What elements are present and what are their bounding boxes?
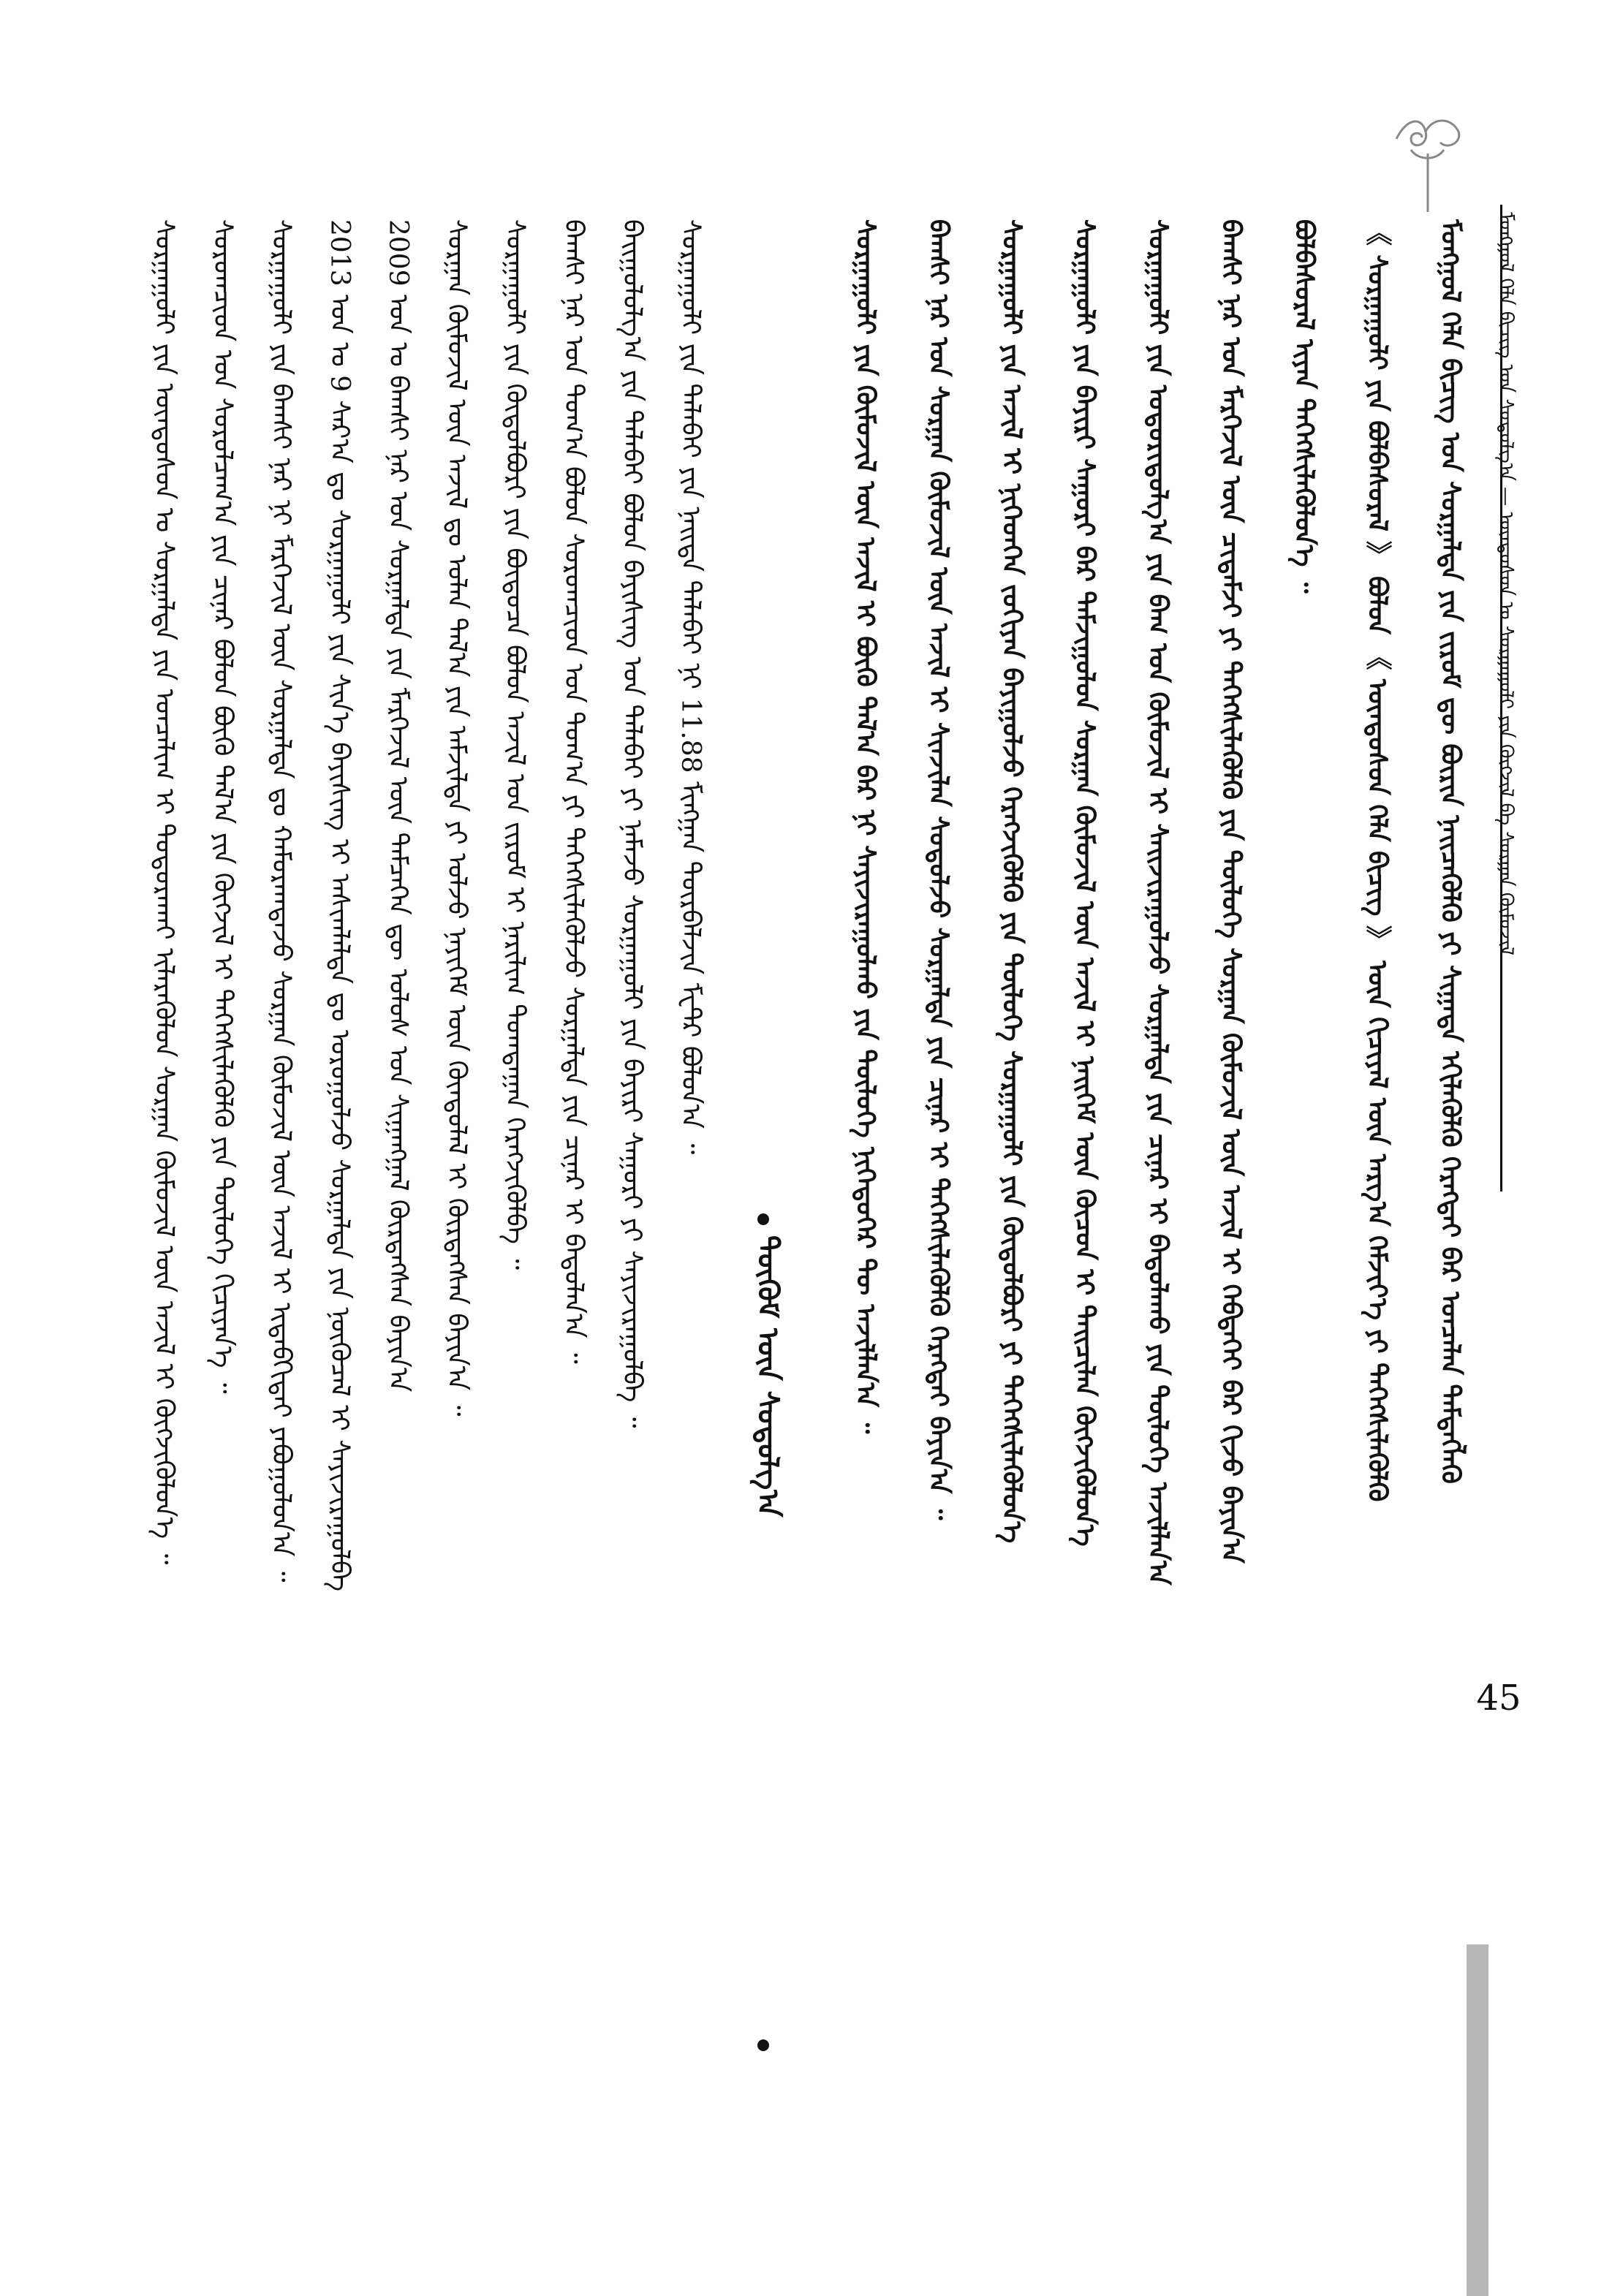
lower-column-1: ᠰᠤᠷᠭᠠᠭᠤᠯᠢ ᠶᠢᠨ ᠲᠠᠯᠠᠪᠠᠢ ᠶᠢᠨ ᠨᠡᠢᠲᠡ ᠲᠠᠯᠠᠪᠠᠢ ᠨᠢ 11.88 ᠮᠢᠩᠭᠠᠨ ᠳᠥᠷᠪᠡᠯᠵᠢᠨ ᠮᠧᠲ᠋ᠷ ᠪᠣᠯᠤᠨ᠎ᠠ ᠃: [676, 219, 705, 1155]
section-bullet-top: [757, 1213, 769, 1225]
upper-column-9: ᠰᠤᠷᠭᠠᠭᠤᠯᠢ ᠶᠢᠨ ᠬᠦᠮᠦᠵᠢᠯ ᠦᠨ ᠠᠵᠢᠯ ᠢ ᠪᠦᠬᠦ ᠲᠠᠯ᠎ᠠ ᠪᠠᠷ ᠨᠢ ᠰᠠᠶᠢᠵᠢᠷᠠᠭᠤᠯᠬᠤ ᠶᠢᠨ ᠲᠥᠯᠦᠭᠡ ᠨᠢᠭᠡᠳᠦᠭᠡᠷ ᠲᠦ ᠠᠵᠢᠯᠯᠠᠨ᠎ᠠ ᠃: [850, 219, 881, 1434]
lower-column-9: ᠰᠤᠷᠤᠭᠴᠢᠳ ᠤᠨ ᠰᠤᠷᠤᠯᠴᠠᠭ᠎ᠠ ᠶᠢᠨ ᠴᠢᠨᠠᠷ ᠪᠣᠯᠤᠨ ᠪᠦᠬᠦ ᠲᠠᠯ᠎ᠠ ᠶᠢᠨ ᠬᠥᠭᠵᠢᠯ ᠢ ᠳᠡᠭᠡᠭᠰᠢᠯᠡᠭᠦᠯᠬᠦ ᠶᠢᠨ ᠲᠥᠯᠦᠭᠡ ᠬᠢᠴᠢᠶᠡᠨ᠎ᠡ ᠃: [208, 219, 238, 1394]
running-header: ᠮᠣᠩᠭᠣᠯ ᠬᠡᠯᠡ ᠪᠢᠴᠢᠭ ᠤᠨ ᠰᠤᠳᠤᠯᠭ᠎ᠠ — ᠦᠨᠳᠦᠰᠦᠨ ᠤ ᠰᠤᠷᠭᠠᠭᠤᠯᠢ ᠶᠢᠨ ᠬᠥᠭᠵᠢᠯ ᠪᠠ ᠰᠤᠷᠭᠠᠨ ᠬᠦᠮᠦᠵᠢᠯ: [1495, 212, 1517, 955]
lower-column-2: ᠪᠠᠢᠭᠤᠯᠤᠯᠭ᠎ᠠ ᠶᠢᠨ ᠲᠠᠯᠠᠪᠠᠢ ᠪᠣᠯᠤᠨ ᠪᠠᠶᠢᠰᠢᠩ ᠤᠨ ᠲᠠᠯᠠᠪᠠᠢ ᠶᠢ ᠨᠡᠮᠡᠵᠦ ᠰᠤᠷᠭᠠᠭᠤᠯᠢ ᠶᠢᠨ ᠪᠠᠶᠢᠷᠢ ᠰᠠᠭᠤᠷᠢ ᠶᠢ ᠰᠠᠶᠢᠵᠢᠷᠠᠭᠤᠯᠪᠠ ᠃: [617, 219, 647, 1428]
page-number: 45: [1476, 1678, 1521, 1719]
lower-column-8: ᠰᠤᠷᠭᠠᠭᠤᠯᠢ ᠶᠢᠨ ᠪᠠᠭᠰᠢ ᠨᠠᠷ ᠨᠢ ᠮᠡᠷᠭᠡᠵᠢᠯ ᠦᠨ ᠰᠤᠷᠭᠠᠯᠲᠠ ᠳᠤ ᠬᠠᠮᠤᠷᠠᠭᠳᠠᠵᠤ ᠰᠤᠷᠭᠠᠨ ᠬᠦᠮᠦᠵᠢᠯ ᠦᠨ ᠠᠵᠢᠯ ᠢ ᠢᠳᠡᠪᠬᠢᠲᠡᠢ ᠶᠠᠪᠤᠭᠤᠯᠤᠨ᠎ᠠ ᠃: [266, 219, 296, 1583]
upper-column-1: ᠮᠣᠩᠭᠣᠯ ᠬᠡᠯᠡ ᠪᠢᠴᠢᠭ ᠤᠨ ᠰᠤᠷᠭᠠᠯᠲᠠ ᠶᠢᠨ ᠵᠢᠷᠤᠮ ᠳᠦ ᠪᠦᠷᠢᠨ ᠨᠡᠢᠴᠡᠭᠦᠯᠬᠦ ᠶᠢ ᠰᠢᠭᠠᠳᠠ ᠡᠬᠢᠯᠡᠭᠦᠯᠬᠦ ᠬᠡᠷᠡᠭᠲᠡᠢ ᠪᠡᠷ ᠣᠨᠴᠠᠯᠠᠨ ᠲᠡᠮᠳᠡᠭᠯᠡᠬᠦ: [1435, 219, 1466, 1484]
lower-column-5: ᠰᠤᠷᠭᠠᠨ ᠬᠦᠮᠦᠵᠢᠯ ᠦᠨ ᠠᠵᠢᠯ ᠳᠤ ᠣᠯᠠᠨ ᠲᠠᠯ᠎ᠠ ᠶᠢᠨ ᠠᠮᠵᠢᠯᠲᠠ ᠶᠢ ᠣᠯᠵᠤ ᠨᠡᠶᠢᠭᠡᠮ ᠦᠨ ᠬᠦᠨᠳᠦᠯᠡᠯ ᠢ ᠬᠦᠷᠲᠡᠭᠰᠡᠨ ᠪᠠᠶᠢᠨ᠎ᠠ ᠃: [442, 219, 472, 1417]
page-edge-tab: [1467, 1944, 1488, 2296]
upper-column-8: ᠪᠠᠭᠰᠢ ᠨᠠᠷ ᠤᠨ ᠰᠤᠷᠭᠠᠨ ᠬᠦᠮᠦᠵᠢᠯ ᠦᠨ ᠠᠵᠢᠯ ᠢ ᠰᠢᠨᠵᠢᠯᠡᠨ ᠰᠤᠳᠤᠯᠵᠤ ᠰᠤᠷᠭᠠᠯᠲᠠ ᠶᠢᠨ ᠴᠢᠨᠠᠷ ᠢ ᠳᠡᠭᠡᠭᠰᠢᠯᠡᠭᠦᠯᠬᠦ ᠬᠡᠷᠡᠭᠲᠡᠢ ᠪᠠᠶᠢᠨ᠎ᠠ ᠃: [923, 219, 954, 1520]
lower-column-6: 2009 ᠣᠨ ᠤ ᠪᠠᠭᠰᠢ ᠨᠠᠷ ᠤᠨ ᠰᠤᠷᠭᠠᠯᠲᠠ ᠶᠢᠨ ᠮᠡᠷᠭᠡᠵᠢᠯ ᠦᠨ ᠲᠡᠮᠴᠡᠭᠡᠨ ᠳᠦ ᠤᠯᠤᠰ ᠤᠨ ᠰᠢᠭᠠᠩᠭᠠᠯ ᠬᠦᠷᠲᠡᠭᠰᠡᠨ ᠪᠠᠶᠢᠨ᠎ᠠ: [383, 219, 413, 1393]
lower-column-7: 2013 ᠣᠨ ᠤ 9 ᠰᠠᠷ᠎ᠠ ᠳᠤ ᠰᠤᠷᠭᠠᠭᠤᠯᠢ ᠶᠢᠨ ᠰᠢᠨ᠎ᠡ ᠪᠠᠶᠢᠰᠢᠩ ᠢ ᠠᠰᠢᠭᠯᠠᠯᠲᠠ ᠳᠤ ᠣᠷᠤᠭᠤᠯᠵᠤ ᠰᠤᠷᠭᠠᠯᠲᠠ ᠶᠢᠨ ᠨᠥᠬᠦᠴᠡᠯ ᠢ ᠰᠠᠶᠢᠵᠢᠷᠠᠭᠤᠯᠪᠠ: [325, 219, 355, 1592]
lower-column-10: ᠰᠤᠷᠭᠠᠭᠤᠯᠢ ᠶᠢᠨ ᠦᠨᠳᠦᠰᠦᠨ ᠤ ᠰᠤᠷᠭᠠᠯᠲᠠ ᠶᠢᠨ ᠣᠨᠴᠠᠯᠢᠭ ᠢ ᠲᠣᠳᠤᠷᠠᠬᠠᠶ ᠢᠯᠡᠷᠡᠭᠦᠯᠦᠨ ᠰᠤᠷᠭᠠᠨ ᠬᠦᠮᠦᠵᠢᠯ ᠦᠨ ᠠᠵᠢᠯ ᠢ ᠬᠥᠭᠵᠢᠭᠦᠯᠦᠨ᠎ᠡ ᠃: [149, 219, 179, 1565]
section-bullet-bottom: [757, 2039, 769, 2051]
upper-column-2: 《 ᠰᠤᠷᠭᠠᠭᠤᠯᠢ ᠶᠢᠨ ᠪᠣᠯᠪᠠᠰᠤᠷᠠᠯ 》 ᠪᠣᠯᠤᠨ 《 ᠦᠨᠳᠦᠰᠦᠨ ᠬᠡᠯᠡ ᠪᠢᠴᠢᠭ 》 ᠦᠨ ᠬᠢᠴᠢᠶᠡᠯ ᠦᠨ ᠠᠷᠭ᠎ᠠ ᠬᠡᠮᠵᠢᠶ᠎ᠡ ᠶᠢ ᠳᠡᠭᠡᠭᠰᠢᠯᠡᠭᠦᠯᠬᠦ: [1362, 219, 1393, 1502]
upper-column-7: ᠰᠤᠷᠭᠠᠭᠤᠯᠢ ᠶᠢᠨ ᠠᠵᠢᠯ ᠢ ᠨᠢᠭᠡᠳᠬᠡᠨ ᠵᠣᠬᠢᠶᠠᠨ ᠪᠠᠶᠢᠭᠤᠯᠵᠤ ᠬᠡᠷᠡᠭᠵᠢᠭᠦᠯᠬᠦ ᠶᠢᠨ ᠲᠥᠯᠦᠭᠡ ᠰᠤᠷᠭᠠᠭᠤᠯᠢ ᠶᠢᠨ ᠬᠥᠲᠦᠯᠪᠦᠷᠢ ᠶᠢ ᠳᠡᠭᠡᠭᠰᠢᠯᠡᠭᠦᠯᠦᠨ᠎ᠡ: [996, 219, 1027, 1544]
section-title: ᠳᠦᠭᠦᠮ ᠦᠨ ᠰᠤᠳᠤᠯᠭ᠎ᠠ: [751, 1235, 785, 1518]
lower-column-4: ᠰᠤᠷᠭᠠᠭᠤᠯᠢ ᠶᠢᠨ ᠬᠥᠲᠦᠯᠪᠦᠷᠢ ᠶᠢᠨ ᠪᠦᠲᠦᠴᠡ ᠪᠣᠯᠤᠨ ᠠᠵᠢᠯ ᠤᠨ ᠵᠢᠷᠤᠮ ᠢ ᠨᠠᠷᠢᠯᠢᠭ ᠲᠣᠭᠲᠠᠭᠠᠨ ᠬᠡᠷᠡᠭᠵᠢᠭᠦᠯᠪᠡ ᠃: [500, 219, 530, 1270]
upper-column-3: ᠪᠣᠯᠪᠠᠰᠤᠷᠠᠯ ᠢᠶᠠᠨ ᠳᠡᠭᠡᠭᠰᠢᠯᠡᠭᠦᠯᠦᠨ᠎ᠡ ᠃: [1289, 219, 1320, 594]
decorative-ornament-icon: [1389, 110, 1469, 212]
upper-column-5: ᠰᠤᠷᠭᠠᠭᠤᠯᠢ ᠶᠢᠨ ᠤᠳᠤᠷᠢᠳᠤᠯᠭ᠎ᠠ ᠶᠢᠨ ᠪᠠᠭ ᠤᠨ ᠬᠦᠮᠦᠵᠢᠯ ᠢ ᠰᠠᠢᠵᠢᠷᠠᠭᠤᠯᠵᠤ ᠰᠤᠷᠭᠠᠯᠲᠠ ᠶᠢᠨ ᠴᠢᠨᠠᠷ ᠢ ᠪᠠᠲᠤᠯᠠᠬᠤ ᠶᠢᠨ ᠲᠥᠯᠦᠭᠡ ᠠᠵᠢᠯᠯᠠᠨ᠎ᠠ: [1143, 219, 1173, 1585]
upper-column-6: ᠰᠤᠷᠭᠠᠭᠤᠯᠢ ᠶᠢᠨ ᠪᠠᠶᠢᠷᠢ ᠰᠠᠭᠤᠷᠢ ᠪᠠᠷ ᠳᠠᠮᠵᠢᠭᠤᠯᠤᠨ ᠰᠤᠷᠭᠠᠨ ᠬᠦᠮᠦᠵᠢᠯ ᠦᠨ ᠠᠵᠢᠯ ᠢ ᠨᠡᠢᠭᠡᠮ ᠦᠨ ᠬᠦᠴᠦᠨ ᠢ ᠳᠠᠢᠴᠢᠯᠠᠨ ᠬᠥᠭᠵᠢᠭᠦᠯᠦᠨ᠎ᠡ: [1070, 219, 1100, 1547]
upper-column-4: ᠪᠠᠭᠰᠢ ᠨᠠᠷ ᠤᠨ ᠮᠡᠷᠭᠡᠵᠢᠯ ᠦᠨ ᠴᠢᠳᠠᠮᠵᠢ ᠶᠢ ᠳᠡᠭᠡᠭᠰᠢᠯᠡᠭᠦᠯᠬᠦ ᠶᠢᠨ ᠲᠥᠯᠦᠭᠡ ᠰᠤᠷᠭᠠᠨ ᠬᠦᠮᠦᠵᠢᠯ ᠦᠨ ᠠᠵᠢᠯ ᠢ ᠬᠡᠪᠲᠡᠭᠡᠢ ᠪᠡᠷ ᠬᠢᠵᠦ ᠪᠠᠶᠢᠨ᠎ᠠ: [1216, 219, 1246, 1564]
lower-column-3: ᠪᠠᠭᠰᠢ ᠨᠠᠷ ᠤᠨ ᠲᠣᠭ᠎ᠠ ᠪᠣᠯᠤᠨ ᠰᠤᠷᠤᠭᠴᠢᠳ ᠤᠨ ᠲᠣᠭ᠎ᠠ ᠶᠢ ᠳᠡᠭᠡᠭᠰᠢᠯᠡᠭᠦᠯᠵᠦ ᠰᠤᠷᠭᠠᠯᠲᠠ ᠶᠢᠨ ᠴᠢᠨᠠᠷ ᠢ ᠪᠠᠲᠤᠯᠠᠨ᠎ᠠ ᠃: [559, 219, 589, 1364]
